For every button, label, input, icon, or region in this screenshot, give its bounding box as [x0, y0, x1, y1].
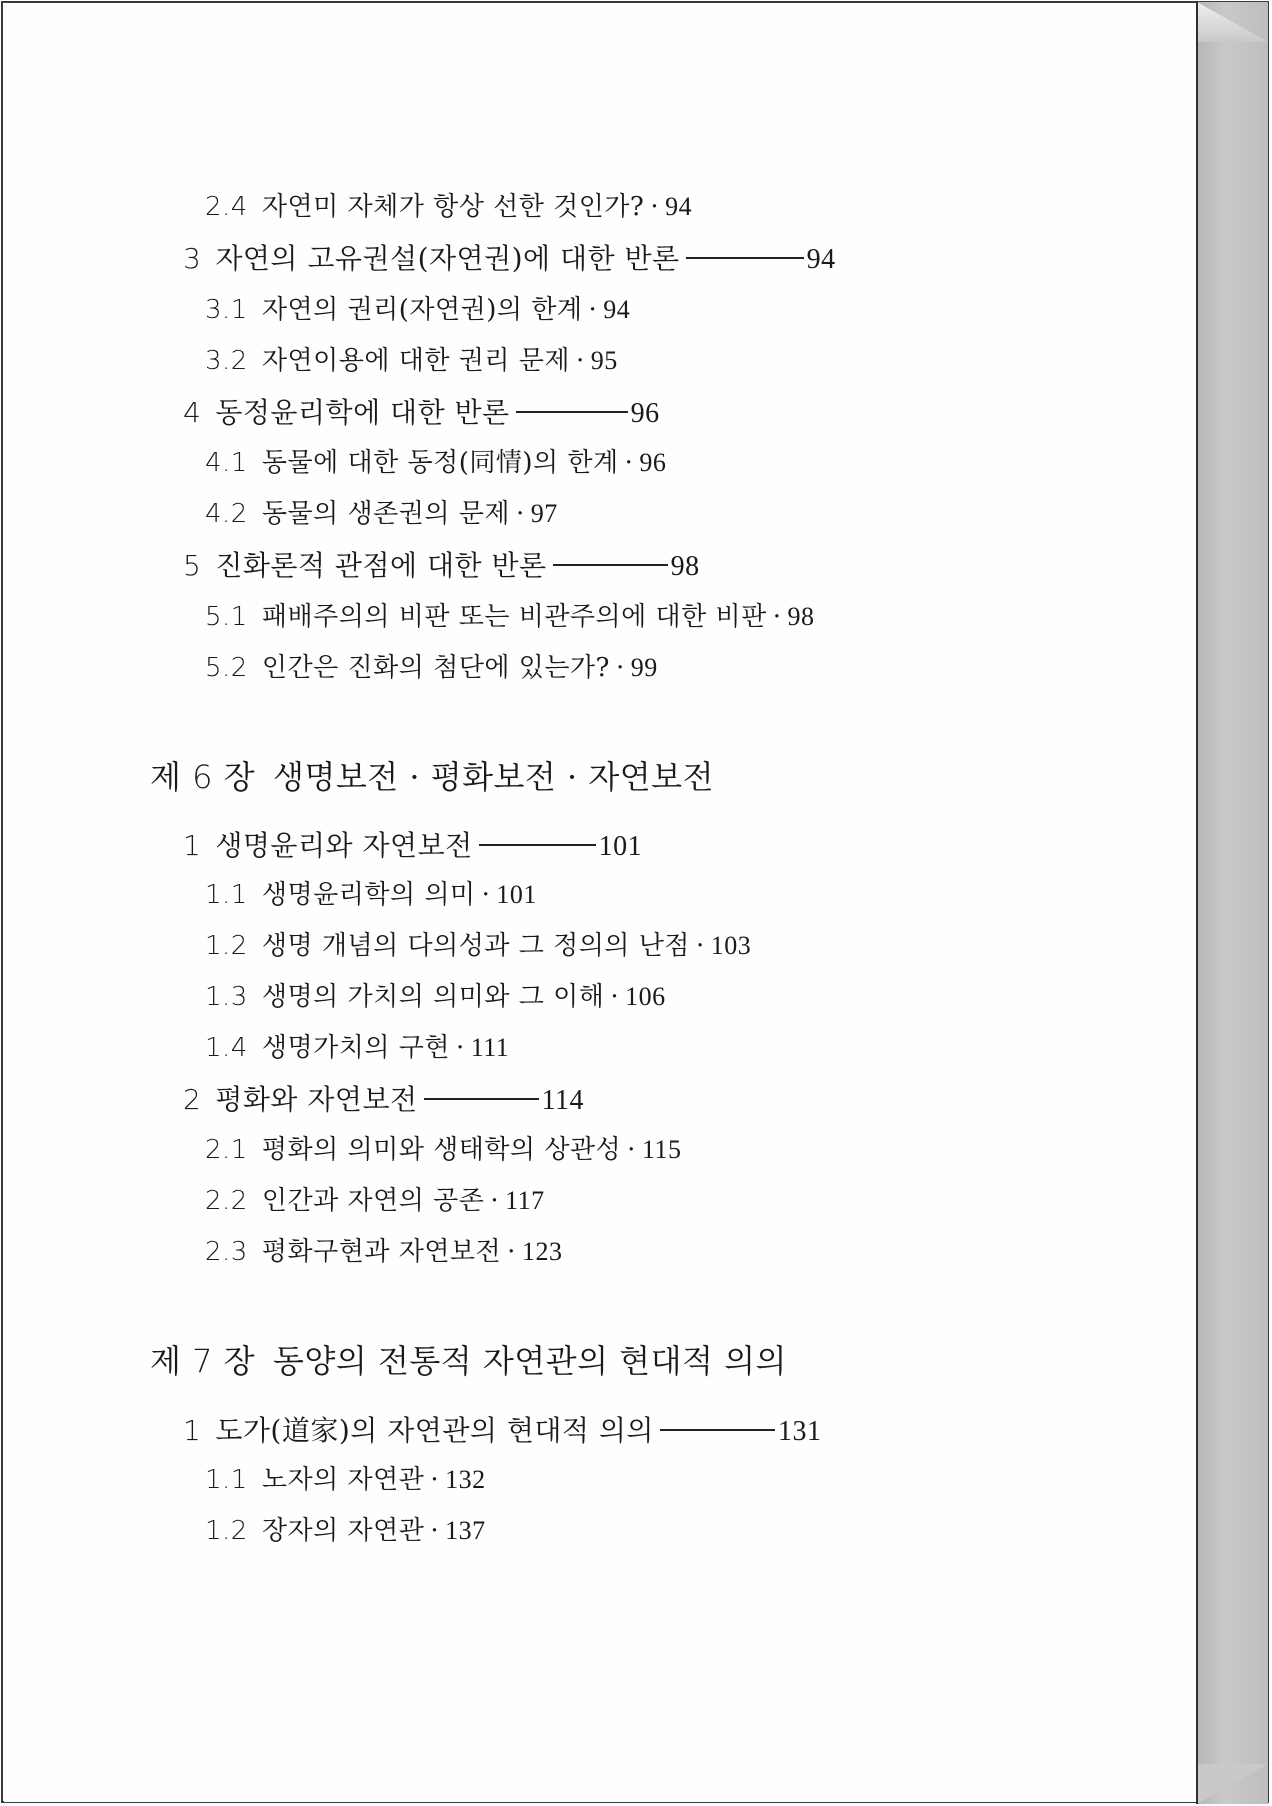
page-separator: · [627, 1135, 636, 1165]
page-number: 98 [670, 551, 700, 582]
toc-subsection [205, 493, 558, 530]
toc-subsection [205, 1510, 486, 1547]
section-number: 1 [183, 1414, 202, 1447]
page-number: 115 [641, 1135, 682, 1164]
leader-line [516, 411, 628, 413]
toc-section [183, 1409, 821, 1449]
section-title: 평화의 의미와 생태학의 상관성 [261, 1135, 622, 1165]
page-number: 117 [505, 1186, 545, 1215]
chapter-title: 동양의 전통적 자연관의 현대적 의의 [273, 1342, 787, 1380]
page-separator: · [610, 982, 620, 1012]
section-number: 5.2 [205, 653, 248, 683]
toc-subsection [205, 976, 666, 1013]
page-number: 95 [590, 346, 618, 375]
page-separator: · [772, 602, 782, 632]
section-number: 2.3 [205, 1237, 248, 1267]
toc-subsection [205, 1027, 509, 1064]
page-separator: · [430, 1516, 440, 1546]
leader-line [424, 1098, 539, 1100]
leader-line [660, 1429, 775, 1431]
page-separator: · [455, 1033, 465, 1063]
section-title: 동물에 대한 동정(同情)의 한계 [261, 448, 619, 478]
chapter-heading [150, 752, 714, 798]
section-title: 장자의 자연관 [261, 1516, 425, 1546]
page-number: 111 [470, 1033, 510, 1062]
page-separator: · [588, 295, 598, 325]
leader-line [553, 564, 668, 566]
page-number: 98 [787, 602, 815, 631]
section-number: 1.2 [205, 1516, 248, 1546]
section-number: 3 [183, 242, 202, 275]
section-number: 5.1 [205, 602, 248, 632]
chapter-title: 생명보전 · 평화보전 · 자연보전 [273, 758, 715, 796]
toc-subsection [205, 925, 751, 962]
section-title: 동정윤리학에 대한 반론 [215, 396, 510, 429]
section-title: 자연의 고유권설(자연권)에 대한 반론 [215, 242, 680, 275]
page-number: 123 [521, 1237, 563, 1266]
section-number: 1.4 [205, 1033, 248, 1063]
toc-subsection [205, 1180, 545, 1217]
section-number: 1.1 [205, 880, 248, 910]
section-title: 도가(道家)의 자연관의 현대적 의의 [215, 1414, 654, 1447]
chapter-number: 제 7 장 [150, 1342, 256, 1380]
section-title: 패배주의의 비판 또는 비관주의에 대한 비판 [261, 602, 767, 632]
page-number: 114 [541, 1085, 585, 1116]
section-number: 1.1 [205, 1465, 248, 1495]
toc-section [183, 824, 642, 864]
page-number: 96 [630, 398, 660, 429]
section-number: 2.4 [205, 192, 248, 222]
page-separator: · [650, 192, 660, 222]
section-title: 생명의 가치의 의미와 그 이해 [261, 982, 605, 1012]
toc-section [183, 1078, 584, 1118]
leader-line [479, 844, 596, 846]
page-separator: · [430, 1465, 440, 1495]
chapter-number: 제 6 장 [150, 758, 256, 796]
section-title: 자연미 자체가 항상 선한 것인가? [261, 192, 645, 222]
toc-subsection [205, 596, 815, 633]
page-number: 97 [530, 499, 558, 528]
book-side-edge [1197, 2, 1268, 1804]
page-number: 137 [445, 1516, 486, 1545]
section-number: 2.1 [205, 1135, 248, 1165]
section-number: 4.1 [205, 448, 248, 478]
page-number: 101 [598, 831, 643, 862]
section-title: 자연의 권리(자연권)의 한계 [261, 295, 583, 325]
section-title: 생명 개념의 다의성과 그 정의의 난점 [261, 931, 690, 961]
leader-line [686, 257, 804, 259]
page-separator: · [515, 499, 525, 529]
page-number: 99 [630, 653, 658, 682]
toc-subsection [205, 186, 692, 223]
toc-section [183, 237, 836, 277]
section-number: 4.2 [205, 499, 248, 529]
page-number: 106 [625, 982, 666, 1011]
page-number: 94 [665, 192, 693, 221]
section-number: 2.2 [205, 1186, 248, 1216]
page-number: 96 [639, 448, 667, 477]
section-number: 1 [183, 829, 202, 862]
section-title: 생명가치의 구현 [261, 1033, 450, 1063]
page-number: 103 [710, 931, 752, 960]
page-separator: · [624, 448, 634, 478]
toc-section [183, 391, 660, 431]
toc-subsection [205, 1129, 681, 1166]
page-separator: · [616, 653, 625, 683]
section-number: 4 [183, 396, 202, 429]
toc-subsection [205, 874, 537, 911]
section-title: 평화구현과 자연보전 [261, 1237, 502, 1267]
page-number: 131 [777, 1416, 822, 1447]
toc-section [183, 544, 700, 584]
page-number: 94 [806, 244, 836, 275]
book-edge-line [1196, 2, 1198, 1804]
section-number: 2 [183, 1083, 202, 1116]
section-number: 3.1 [205, 295, 248, 325]
section-number: 1.3 [205, 982, 248, 1012]
toc-subsection [205, 1231, 562, 1268]
toc-subsection [205, 647, 658, 684]
toc-subsection [205, 442, 666, 479]
section-title: 생명윤리학의 의미 [261, 880, 476, 910]
section-title: 인간과 자연의 공존 [261, 1186, 485, 1216]
page-separator: · [575, 346, 585, 376]
section-title: 생명윤리와 자연보전 [215, 829, 473, 862]
toc-subsection [205, 1459, 486, 1496]
section-number: 1.2 [205, 931, 248, 961]
toc-subsection [205, 289, 630, 326]
section-title: 평화와 자연보전 [215, 1083, 418, 1116]
page-separator: · [695, 931, 705, 961]
section-number: 3.2 [205, 346, 248, 376]
section-title: 자연이용에 대한 권리 문제 [261, 346, 570, 376]
page-separator: · [481, 880, 491, 910]
section-title: 동물의 생존권의 문제 [261, 499, 510, 529]
page-number: 94 [603, 295, 631, 324]
page-number: 101 [496, 880, 537, 909]
section-number: 5 [183, 549, 202, 582]
section-title: 진화론적 관점에 대한 반론 [215, 549, 547, 582]
page-separator: · [490, 1186, 500, 1216]
page-separator: · [507, 1237, 516, 1267]
section-title: 노자의 자연관 [261, 1465, 425, 1495]
page-number: 132 [445, 1465, 486, 1494]
toc-subsection [205, 340, 618, 377]
section-title: 인간은 진화의 첨단에 있는가? [261, 653, 610, 683]
chapter-heading [150, 1336, 787, 1382]
